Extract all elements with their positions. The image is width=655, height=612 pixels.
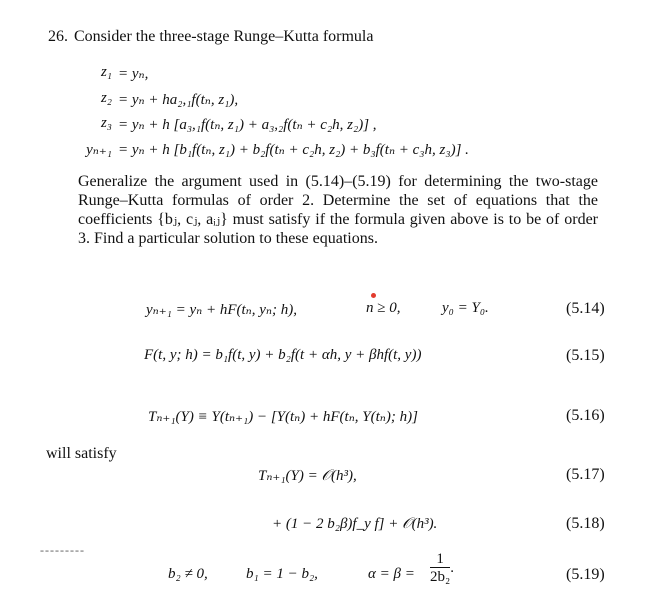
equation-number-5-14: (5.14) [566,300,605,317]
equation-5-14-cond1: n ≥ 0, [366,300,401,316]
will-satisfy-text: will satisfy [46,445,117,462]
equation-5-14: yₙ₊₁ = yₙ + hF(tₙ, yₙ; h), [146,302,297,318]
problem-paragraph [78,172,598,248]
rk-eq4-rhs: = yₙ + h [b₁f(tₙ, z₁) + b₂f(tₙ + c₂h, z₂) + b₃f(tₙ + c₃h, z₃)] . [118,142,469,158]
red-dot-marker [371,293,376,298]
equation-5-19-part1: b₂ ≠ 0, [168,566,208,582]
fraction-numerator: 1 [430,551,450,568]
equation-5-19-fraction [430,551,454,586]
rk-eq1-lhs: z₁ [100,64,112,80]
rk-eq2-lhs: z₂ [100,90,112,106]
equation-5-18: + (1 − 2 b₂β)f_y f] + 𝒪(h³). [272,516,438,532]
equation-number-5-17: (5.17) [566,466,605,483]
rk-eq3-rhs: = yₙ + h [a₃,₁f(tₙ, z₁) + a₃,₂f(tₙ + c₂h, z₂)] , [118,117,377,133]
rk-eq2-rhs: = yₙ + ha₂,₁f(tₙ, z₁), [118,92,239,108]
equation-5-14-cond2: y₀ = Y₀. [442,300,489,316]
equation-5-16: Tₙ₊₁(Y) ≡ Y(tₙ₊₁) − [Y(tₙ) + hF(tₙ, Y(tₙ); h)] [148,409,418,425]
problem-paragraph-text: Generalize the argument used in (5.14)–(5.19) for determining the two-stage Runge–Kutta formulas of order 2. Determine the set of equations that the coefficients {bⱼ, cⱼ, aᵢⱼ} must satisfy if the formula given above is to be of order 3. Find a particular solution to these equations. [78,173,598,247]
equation-5-19-part2: b₁ = 1 − b₂, [246,566,318,582]
rk-eq4-lhs: yₙ₊₁ [86,142,112,158]
equation-5-19-part3: α = β = [368,566,415,582]
equation-number-5-19: (5.19) [566,566,605,583]
equation-5-19-tail: . [450,559,454,576]
dashed-separator: --------- [40,543,85,557]
equation-5-17: Tₙ₊₁(Y) = 𝒪(h³), [258,468,357,484]
equation-5-15: F(t, y; h) = b₁f(t, y) + b₂f(t + αh, y + βhf(t, y)) [144,347,422,363]
rk-eq1-rhs: = yₙ, [118,66,149,82]
problem-intro: Consider the three-stage Runge–Kutta formula [74,28,374,45]
rk-eq3-lhs: z₃ [100,115,112,131]
equation-number-5-16: (5.16) [566,407,605,424]
fraction-denominator: 2b₂ [430,569,451,585]
equation-number-5-15: (5.15) [566,347,605,364]
equation-number-5-18: (5.18) [566,515,605,532]
problem-heading [48,28,373,46]
problem-number: 26. [48,28,68,45]
